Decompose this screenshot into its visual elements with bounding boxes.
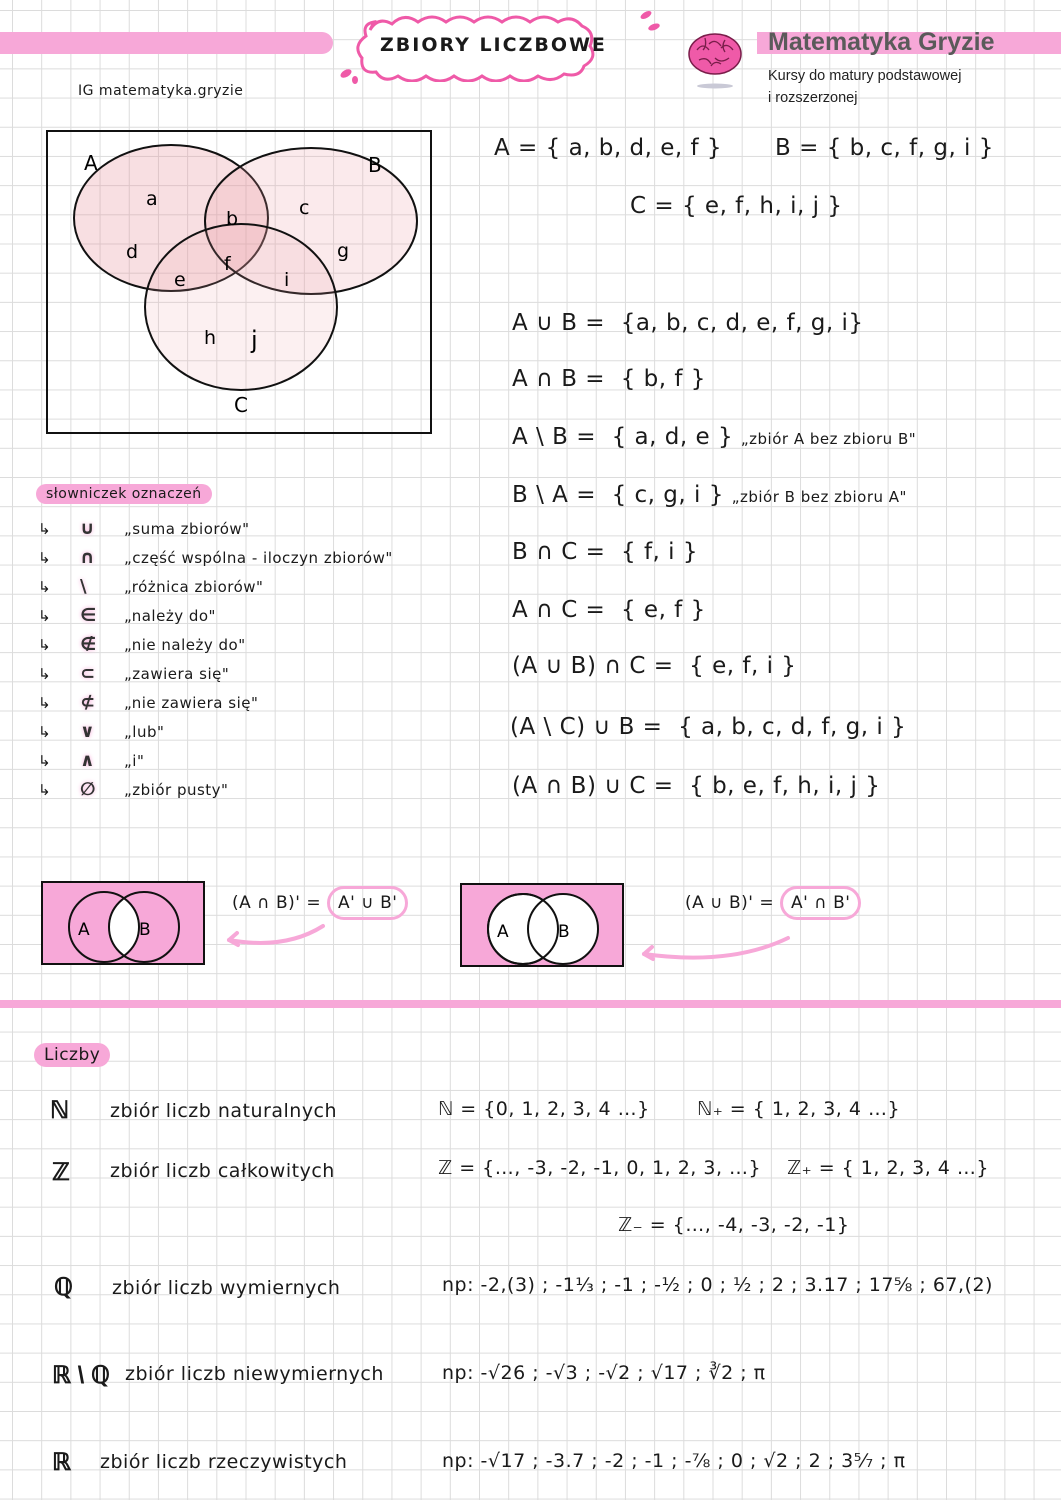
venn-set-c bbox=[145, 224, 337, 390]
de-morgan-law-1 bbox=[232, 893, 408, 913]
operation-row bbox=[512, 653, 796, 679]
operation-note: „zbiór A bez zbioru B" bbox=[740, 430, 917, 448]
operation-lhs: (A \ C) ∪ B = bbox=[510, 714, 663, 740]
operation-rhs: { a, b, c, d, f, g, i } bbox=[678, 714, 907, 740]
operation-lhs: A ∩ C = bbox=[512, 597, 606, 623]
operation-row bbox=[512, 597, 706, 623]
legend-meaning: „nie zawiera się" bbox=[124, 694, 259, 712]
number-set-description: zbiór liczb całkowitych bbox=[110, 1160, 335, 1182]
arrow-icon: ↳ bbox=[38, 607, 52, 625]
header-highlight-bar bbox=[0, 32, 333, 54]
venn-element: h bbox=[204, 327, 217, 349]
brain-icon bbox=[685, 30, 745, 92]
curved-arrow-icon bbox=[215, 920, 335, 960]
law-rhs: A' ∪ B' bbox=[327, 886, 408, 920]
splash-decoration bbox=[639, 9, 652, 20]
splash-decoration bbox=[352, 76, 358, 84]
venn-element: f bbox=[224, 253, 231, 275]
venn-label-c: C bbox=[234, 393, 248, 417]
page-title: ZBIORY LICZBOWE bbox=[380, 34, 607, 56]
empty-set-symbol: ∅ bbox=[80, 779, 96, 800]
diagram-label-b: B bbox=[139, 920, 151, 940]
arrow-icon: ↳ bbox=[38, 520, 52, 538]
legend-item bbox=[38, 721, 164, 742]
diagram-label-b: B bbox=[558, 922, 570, 942]
de-morgan-diagram-2 bbox=[460, 883, 626, 969]
legend-item bbox=[38, 605, 216, 626]
number-set-description: zbiór liczb rzeczywistych bbox=[100, 1451, 348, 1473]
set-definition-lhs: C = bbox=[630, 193, 675, 219]
legend-item bbox=[38, 663, 229, 684]
law-lhs: (A ∩ B)' = bbox=[232, 893, 322, 913]
legend-item bbox=[38, 576, 263, 597]
reals-symbol: ℝ bbox=[52, 1449, 72, 1476]
set-definition-rhs: { b, c, f, g, i } bbox=[826, 135, 994, 161]
element-of-symbol: ∈ bbox=[80, 605, 97, 626]
legend-meaning: „suma zbiorów" bbox=[124, 520, 250, 538]
legend-meaning: „zbiór pusty" bbox=[124, 781, 229, 799]
set-definition-lhs: A = bbox=[494, 135, 538, 161]
splash-decoration bbox=[647, 22, 660, 32]
law-rhs: A' ∩ B' bbox=[780, 886, 861, 920]
intersection-symbol: ∩ bbox=[80, 547, 96, 568]
set-definition-b bbox=[775, 135, 994, 161]
operation-lhs: B \ A = bbox=[512, 482, 596, 508]
venn-element: d bbox=[126, 241, 139, 263]
de-morgan-diagram-1 bbox=[41, 881, 207, 967]
legend-meaning: „część wspólna - iloczyn zbiorów" bbox=[124, 549, 393, 567]
operation-rhs: { b, e, f, h, i, j } bbox=[689, 773, 881, 799]
number-set-examples: np: -√26 ; -√3 ; -√2 ; √17 ; ∛2 ; π bbox=[442, 1362, 766, 1384]
operation-rhs: { b, f } bbox=[620, 366, 706, 392]
number-set-examples: np: -√17 ; -3.7 ; -2 ; -1 ; -⅞ ; 0 ; √2 ; 2 ; 3⁵⁄₇ ; π bbox=[442, 1450, 906, 1472]
set-definition-lhs: B = bbox=[775, 135, 819, 161]
set-definition-rhs: { a, b, d, e, f } bbox=[545, 135, 723, 161]
operation-rhs: { c, g, i } bbox=[611, 482, 724, 508]
brand-tagline-line2: i rozszerzonej bbox=[768, 90, 858, 106]
venn-element: g bbox=[337, 240, 350, 262]
number-set-equation: ℕ₊ = { 1, 2, 3, 4 …} bbox=[697, 1098, 901, 1120]
operation-lhs: A \ B = bbox=[512, 424, 596, 450]
arrow-icon: ↳ bbox=[38, 781, 52, 799]
operation-row bbox=[510, 714, 906, 740]
legend-meaning: „różnica zbiorów" bbox=[124, 578, 264, 596]
operation-rhs: {a, b, c, d, e, f, g, i} bbox=[620, 310, 864, 336]
legend-item bbox=[38, 692, 258, 713]
legend-title: słowniczek oznaczeń bbox=[36, 484, 212, 504]
brand-tagline-line1: Kursy do matury podstawowej bbox=[768, 68, 962, 84]
set-definition-rhs: { e, f, h, i, j } bbox=[681, 193, 843, 219]
operation-rhs: { f, i } bbox=[621, 539, 699, 565]
operation-lhs: A ∩ B = bbox=[512, 366, 606, 392]
brand-name: Matematyka Gryzie bbox=[768, 28, 995, 56]
not-element-of-symbol: ∉ bbox=[80, 634, 97, 655]
operation-lhs: (A ∩ B) ∪ C = bbox=[512, 773, 674, 799]
number-set-equation: ℤ = {…, -3, -2, -1, 0, 1, 2, 3, …} bbox=[438, 1157, 762, 1179]
operation-rhs: { e, f, i } bbox=[689, 653, 797, 679]
venn-element: j bbox=[251, 326, 258, 354]
operation-row bbox=[512, 366, 706, 392]
legend-meaning: „lub" bbox=[124, 723, 165, 741]
logical-or-symbol: ∨ bbox=[80, 721, 96, 742]
venn-label-a: A bbox=[84, 151, 98, 175]
arrow-icon: ↳ bbox=[38, 636, 52, 654]
curved-arrow-icon bbox=[630, 932, 795, 972]
operation-rhs: { e, f } bbox=[620, 597, 706, 623]
venn-element: i bbox=[284, 269, 290, 291]
legend-meaning: „i" bbox=[124, 752, 145, 770]
irrationals-symbol: ℝ \ ℚ bbox=[52, 1362, 110, 1389]
arrow-icon: ↳ bbox=[38, 665, 52, 683]
set-definition-a bbox=[494, 135, 722, 161]
number-set-equation: ℕ = {0, 1, 2, 3, 4 …} bbox=[438, 1098, 650, 1120]
legend-item bbox=[38, 634, 246, 655]
operation-row bbox=[512, 310, 864, 336]
arrow-icon: ↳ bbox=[38, 549, 52, 567]
operation-lhs: B ∩ C = bbox=[512, 539, 606, 565]
number-set-equation: ℤ₋ = {…, -4, -3, -2, -1} bbox=[618, 1214, 850, 1236]
venn-element: e bbox=[174, 269, 186, 291]
integers-symbol: ℤ bbox=[52, 1159, 70, 1186]
venn-element: c bbox=[299, 197, 310, 219]
operation-rhs: { a, d, e } bbox=[611, 424, 734, 450]
union-symbol: ∪ bbox=[80, 518, 96, 539]
legend-item bbox=[38, 779, 228, 800]
legend-meaning: „należy do" bbox=[124, 607, 216, 625]
not-subset-symbol: ⊄ bbox=[80, 692, 96, 713]
operation-lhs: (A ∪ B) ∩ C = bbox=[512, 653, 674, 679]
number-set-equation: ℤ₊ = { 1, 2, 3, 4 …} bbox=[787, 1157, 990, 1179]
legend-meaning: „nie należy do" bbox=[124, 636, 246, 654]
number-set-examples: np: -2,(3) ; -1⅓ ; -1 ; -½ ; 0 ; ½ ; 2 ; 3.17 ; 17⅝ ; 67,(2) bbox=[442, 1274, 993, 1296]
rationals-symbol: ℚ bbox=[54, 1274, 73, 1301]
legend-item bbox=[38, 547, 393, 568]
logical-and-symbol: ∧ bbox=[80, 750, 96, 771]
difference-symbol: \ bbox=[80, 576, 88, 597]
de-morgan-law-2 bbox=[685, 893, 861, 913]
operation-lhs: A ∪ B = bbox=[512, 310, 606, 336]
operation-row bbox=[512, 482, 907, 508]
instagram-handle: IG matematyka.gryzie bbox=[78, 83, 244, 99]
operation-row bbox=[512, 773, 880, 799]
number-set-description: zbiór liczb niewymiernych bbox=[125, 1363, 384, 1385]
operation-row bbox=[512, 539, 698, 565]
legend-item bbox=[38, 518, 250, 539]
numbers-section-title: Liczby bbox=[34, 1043, 110, 1067]
set-definition-c bbox=[630, 193, 842, 219]
venn-label-b: B bbox=[368, 153, 382, 177]
venn-element: b bbox=[226, 208, 239, 230]
arrow-icon: ↳ bbox=[38, 694, 52, 712]
law-lhs: (A ∪ B)' = bbox=[685, 893, 775, 913]
operation-row bbox=[512, 424, 916, 450]
arrow-icon: ↳ bbox=[38, 752, 52, 770]
section-separator bbox=[0, 1000, 1061, 1008]
diagram-label-a: A bbox=[78, 920, 90, 940]
operation-note: „zbiór B bez zbioru A" bbox=[731, 488, 907, 506]
number-set-description: zbiór liczb wymiernych bbox=[112, 1277, 341, 1299]
venn-element: a bbox=[146, 188, 158, 210]
number-set-description: zbiór liczb naturalnych bbox=[110, 1100, 338, 1122]
diagram-label-a: A bbox=[497, 922, 509, 942]
brand-tagline bbox=[768, 65, 961, 109]
subset-symbol: ⊂ bbox=[80, 663, 96, 684]
arrow-icon: ↳ bbox=[38, 723, 52, 741]
legend-meaning: „zawiera się" bbox=[124, 665, 230, 683]
venn-diagram bbox=[46, 130, 432, 434]
legend-item bbox=[38, 750, 144, 771]
arrow-icon: ↳ bbox=[38, 578, 52, 596]
natural-numbers-symbol: ℕ bbox=[50, 1097, 70, 1124]
